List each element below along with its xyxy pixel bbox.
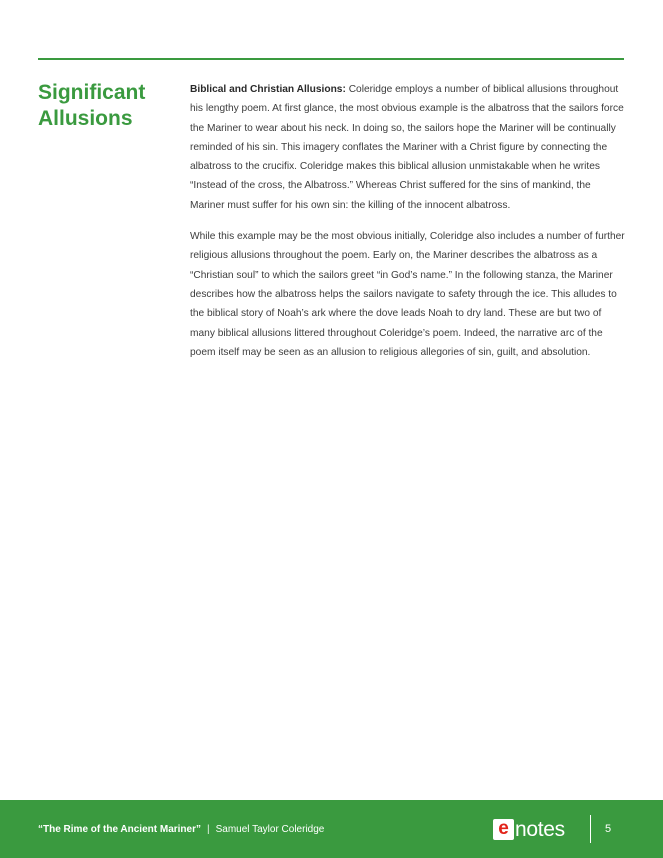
enotes-logo-e: e xyxy=(493,819,514,840)
paragraph-1 xyxy=(190,80,626,215)
paragraph-1-lead: Biblical and Christian Allusions: xyxy=(190,84,346,95)
paragraph-2 xyxy=(190,227,626,362)
footer-author: Samuel Taylor Coleridge xyxy=(215,824,325,835)
section-title xyxy=(38,80,178,132)
body-text xyxy=(190,80,626,374)
enotes-logo-word: notes xyxy=(515,817,565,841)
section-title-line1: Significant xyxy=(38,81,146,104)
enotes-logo[interactable] xyxy=(493,817,565,841)
section-title-line2: Allusions xyxy=(38,107,133,130)
footer-work-title: “The Rime of the Ancient Mariner” xyxy=(38,824,201,835)
footer-divider xyxy=(590,815,591,843)
paragraph-1-text: Coleridge employs a number of biblical allusions throughout his lengthy poem. At first glance, the most obvious example is the albatross that the sailors force the Mariner to wear about his neck. In doing so, the sailors hope the Mariner will be continually reminded of his sin. This imagery conflates the Mariner with a Christ figure by connecting the albatross to the crucifix. Coleridge makes this biblical allusion unmistakable when he writes “Instead of the cross, the Albatross.” Whereas Christ suffered for the sins of mankind, the Mariner must suffer for his own sin: the killing of the innocent albatross. xyxy=(190,84,624,211)
page-number: 5 xyxy=(605,823,612,835)
footer xyxy=(0,800,663,858)
paragraph-2-text: While this example may be the most obvious initially, Coleridge also includes a number of further religious allusions throughout the poem. Early on, the Mariner describes the albatross as a “Christian soul” to which the sailors greet “in God’s name.” In the following stanza, the Mariner describes how the albatross helps the sailors navigate to safety through the ice. This alludes to the biblical story of Noah’s ark where the dove leads Noah to dry land. These are but two of many biblical allusions littered throughout Coleridge’s poem. Indeed, the narrative arc of the poem itself may be seen as an allusion to religious allegories of sin, guilt, and absolution. xyxy=(190,231,625,358)
top-divider xyxy=(38,58,624,60)
footer-separator: | xyxy=(206,824,210,835)
footer-title xyxy=(38,823,324,836)
